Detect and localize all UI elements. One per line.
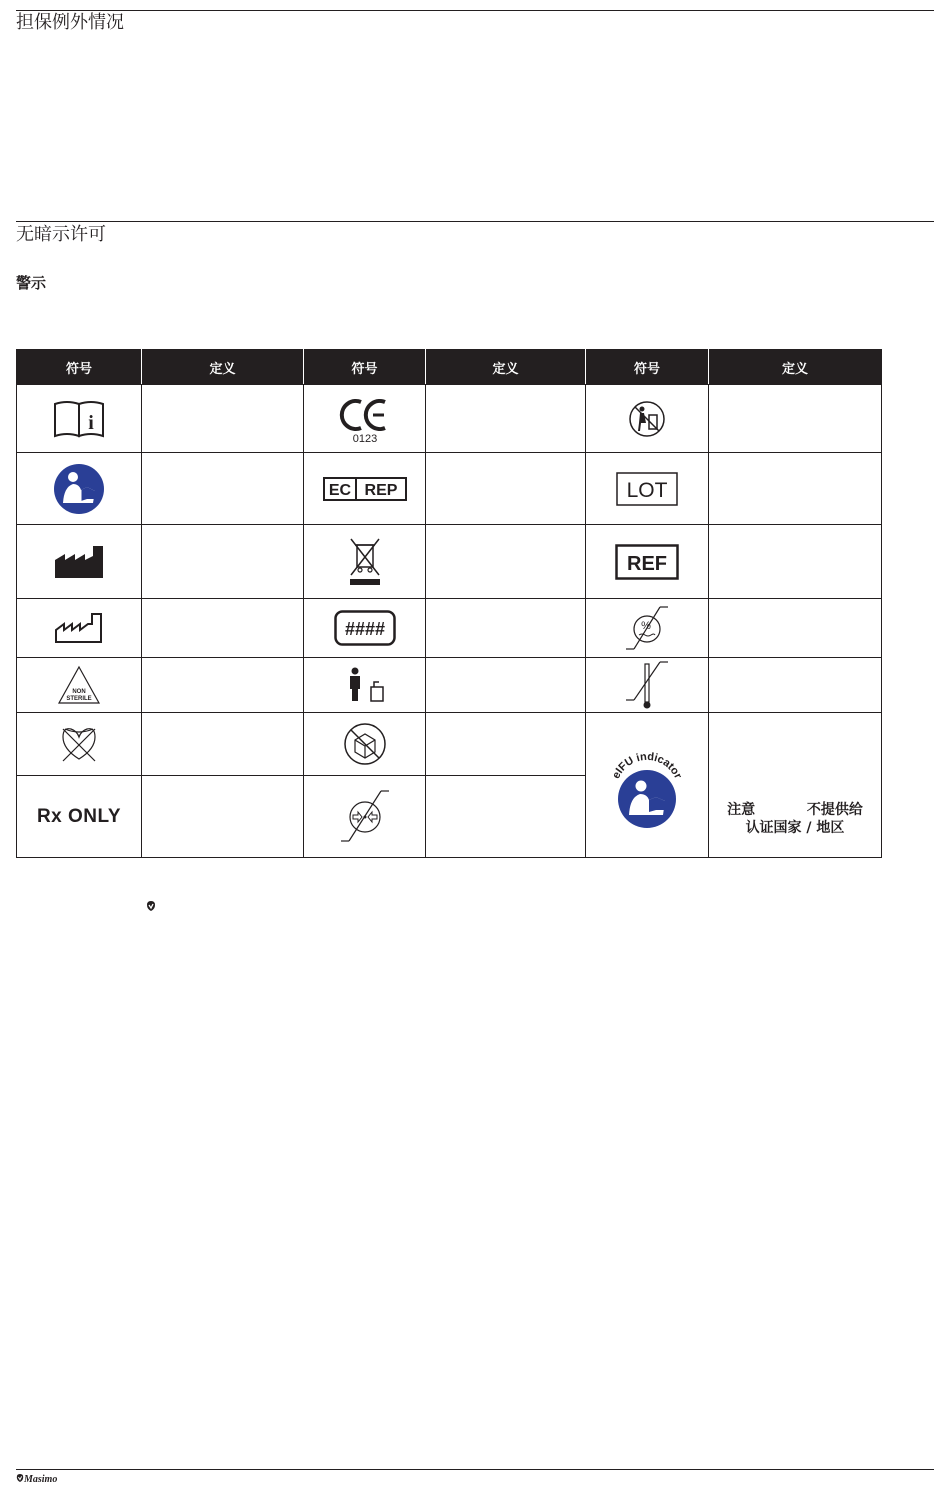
percent-label: % — [641, 620, 651, 632]
symbol-cell — [17, 713, 142, 776]
efu-note-a: 注意 — [727, 802, 756, 818]
section-rule — [16, 221, 934, 222]
temperature-limit-icon — [624, 660, 670, 710]
consult-instructions-icon — [51, 398, 107, 440]
table-row — [17, 658, 882, 713]
header-symbol: 符号 — [17, 350, 142, 385]
definition-cell — [426, 776, 586, 858]
header-definition: 定义 — [709, 350, 882, 385]
table-row — [17, 599, 882, 658]
definition-cell — [709, 599, 882, 658]
table-header-row — [17, 350, 882, 385]
symbol-cell — [304, 713, 426, 776]
warning-label: 警示 — [16, 274, 47, 292]
follow-instructions-icon — [53, 463, 105, 515]
ec-label: EC — [328, 481, 351, 499]
efu-note-c: 认证国家 / 地区 — [745, 820, 845, 836]
symbol-cell — [17, 525, 142, 599]
efu-note-b: 不提供给 — [806, 802, 863, 818]
humidity-limit-icon — [624, 605, 670, 651]
symbol-cell — [17, 385, 142, 453]
masimo-mark-icon — [146, 900, 156, 912]
efu-definition-cell — [709, 713, 882, 858]
table-row — [17, 453, 882, 525]
masimo-logo-icon — [16, 1473, 24, 1483]
hash-label: #### — [344, 619, 385, 639]
symbol-cell — [586, 525, 709, 599]
header-definition: 定义 — [142, 350, 304, 385]
footer-logo — [16, 1473, 57, 1485]
symbol-cell — [304, 599, 426, 658]
definition-cell — [142, 385, 304, 453]
rep-label: REP — [364, 481, 397, 499]
date-of-manufacture-icon — [54, 612, 104, 644]
symbol-cell — [586, 713, 709, 858]
rx-only-icon: Rx ONLY — [36, 805, 122, 827]
definition-cell — [709, 453, 882, 525]
table-row — [17, 385, 882, 453]
definition-cell — [142, 658, 304, 713]
non-label: NON — [72, 689, 86, 695]
footer-logo-text: Masimo — [24, 1474, 58, 1485]
patient-weight-icon — [343, 667, 387, 703]
ref-label: REF — [627, 552, 667, 575]
symbol-cell — [17, 776, 142, 858]
definition-cell — [709, 658, 882, 713]
symbol-cell — [304, 453, 426, 525]
lot-label: LOT — [626, 478, 668, 502]
symbol-cell — [17, 658, 142, 713]
symbol-cell — [17, 453, 142, 525]
efu-indicator-icon — [608, 739, 686, 831]
section-rule — [16, 10, 934, 11]
ref-icon — [615, 544, 679, 580]
symbol-table — [16, 349, 882, 858]
ce-number: 0123 — [352, 432, 377, 444]
symbol-cell — [17, 599, 142, 658]
svg-text:i: i — [88, 411, 94, 434]
header-definition: 定义 — [426, 350, 586, 385]
definition-cell — [426, 713, 586, 776]
definition-cell — [142, 599, 304, 658]
definition-cell — [426, 453, 586, 525]
symbol-cell — [586, 385, 709, 453]
efu-arc-label: eIFU indicator — [610, 750, 684, 781]
lot-icon — [616, 472, 678, 506]
catalog-number-icon — [334, 610, 396, 646]
do-not-use-damaged-package-icon — [343, 722, 387, 766]
definition-cell — [426, 385, 586, 453]
manufacturer-icon — [53, 544, 105, 580]
header-symbol: 符号 — [304, 350, 426, 385]
table-row — [17, 525, 882, 599]
symbol-cell — [586, 453, 709, 525]
definition-cell — [709, 385, 882, 453]
ec-rep-icon — [323, 477, 407, 501]
weee-icon — [347, 537, 383, 587]
definition-cell — [709, 525, 882, 599]
symbol-cell — [304, 776, 426, 858]
definition-cell — [142, 713, 304, 776]
efu-note — [709, 801, 881, 837]
symbol-cell — [304, 658, 426, 713]
section-heading-no-implied-license: 无暗示许可 — [16, 224, 106, 245]
symbol-cell — [304, 525, 426, 599]
definition-cell — [426, 525, 586, 599]
definition-cell — [142, 776, 304, 858]
no-trash-disposal-icon — [627, 399, 667, 439]
definition-cell — [426, 658, 586, 713]
footer-rule — [16, 1469, 934, 1470]
header-symbol: 符号 — [586, 350, 709, 385]
non-sterile-icon — [57, 665, 101, 705]
pressure-limit-icon — [337, 789, 393, 845]
symbol-cell — [304, 385, 426, 453]
definition-cell — [142, 525, 304, 599]
ce-mark-icon — [335, 394, 395, 444]
definition-cell — [142, 453, 304, 525]
table-row — [17, 713, 882, 776]
symbol-cell — [586, 658, 709, 713]
symbol-cell — [586, 599, 709, 658]
definition-cell — [426, 599, 586, 658]
sterile-label: STERILE — [66, 696, 92, 702]
not-latex-icon — [59, 725, 99, 763]
section-heading-warranty-exclusions: 担保例外情况 — [16, 12, 124, 33]
